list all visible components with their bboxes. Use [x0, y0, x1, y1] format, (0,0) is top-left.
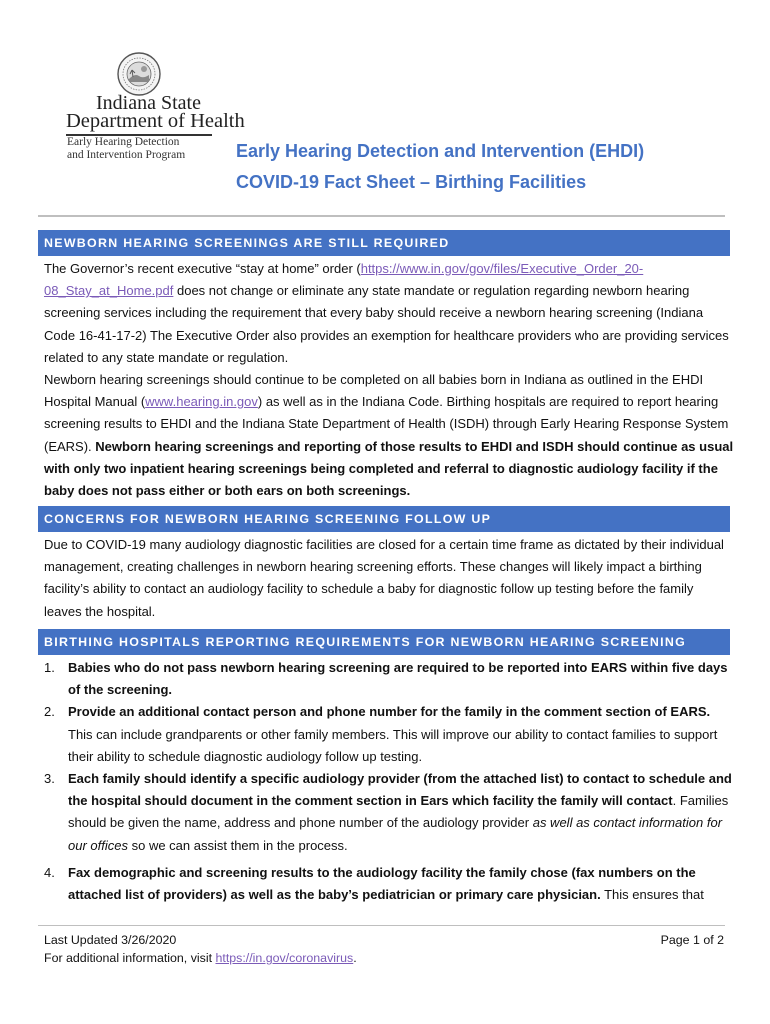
- footer-divider: [38, 925, 725, 926]
- text: ) as well as in the Indiana Code. Birthing hospitals are required to report hearing screening results to EHDI and the Indiana State Department of Health (ISDH) through Early Hearing Response System (EARS).: [44, 394, 729, 454]
- page-number: Page 1 of 2: [660, 933, 724, 947]
- list-number: 4.: [44, 864, 55, 880]
- footer-info: [44, 951, 357, 965]
- section-heading-reporting-requirements: BIRTHING HOSPITALS REPORTING REQUIREMENTS FOR NEWBORN HEARING SCREENING: [38, 629, 730, 655]
- coronavirus-link[interactable]: https://in.gov/coronavirus: [215, 951, 354, 965]
- logo-subtitle-2: and Intervention Program: [67, 149, 186, 161]
- bold-text: Each family should identify a specific audiology provider (from the attached list) to contact to schedule and the hospital should document in the comment section in Ears which facility the family will contact: [68, 771, 732, 809]
- list-item: [44, 862, 734, 906]
- page-subtitle: COVID-19 Fact Sheet – Birthing Facilities: [236, 172, 587, 192]
- text: The Governor’s recent executive “stay at home” order (: [44, 261, 361, 276]
- logo-subtitle-1: Early Hearing Detection: [67, 136, 180, 148]
- list-number: 1.: [44, 660, 55, 675]
- section-body-reporting-requirements: [44, 657, 734, 906]
- text: For additional information, visit: [44, 951, 216, 965]
- logo-line-1: Indiana State: [96, 92, 201, 114]
- text: . Families should be given the name, address and phone number of the audiology provider: [68, 793, 729, 831]
- list-number: 2.: [44, 704, 55, 720]
- bold-text: Provide an additional contact person and phone number for the family in the comment section of EARS.: [68, 704, 711, 720]
- requirements-list: [44, 657, 734, 906]
- list-item: [44, 657, 734, 701]
- section-heading-screenings-required: NEWBORN HEARING SCREENINGS ARE STILL REQUIRED: [38, 230, 730, 256]
- last-updated: Last Updated 3/26/2020: [44, 933, 177, 947]
- list-item: [44, 768, 734, 857]
- text: Newborn hearing screenings should continue to be completed on all babies born in Indiana as outlined in the EHDI Hospital Manual (: [44, 372, 704, 410]
- paragraph: [44, 258, 734, 369]
- bold-text: Newborn hearing screenings and reporting of those results to EHDI and ISDH should continue as usual with only two inpatient hearing screenings being completed and referral to diagnostic audiology facility if the baby does not pass either or both ears on both screenings.: [44, 438, 734, 499]
- page-title: Early Hearing Detection and Intervention (EHDI): [236, 141, 645, 161]
- executive-order-link[interactable]: https://www.in.gov/gov/files/Executive_Order_20-08_Stay_at_Home.pdf: [44, 261, 644, 299]
- text: .: [353, 951, 357, 965]
- indiana-state-seal-icon: [117, 52, 161, 96]
- paragraph: [44, 369, 734, 502]
- paragraph: Due to COVID-19 many audiology diagnostic facilities are closed for a certain time frame as dictated by their individual management, creating challenges in newborn hearing screening efforts. These changes will likely impact a birthing facility’s ability to contact an audiology facility to schedule a baby for diagnostic follow up testing before the family leaves the hospital.: [44, 537, 724, 619]
- list-item: [44, 701, 734, 768]
- bold-text: Babies who do not pass newborn hearing screening are required to be reported into EARS within five days of the screening.: [68, 660, 728, 698]
- text: so we can assist them in the process.: [127, 837, 348, 853]
- section-body-follow-up-concerns: [44, 534, 734, 623]
- section-heading-follow-up-concerns: CONCERNS FOR NEWBORN HEARING SCREENING FOLLOW UP: [38, 506, 730, 532]
- text: This can include grandparents or other family members. This will improve our ability to contact families to support their ability to schedule diagnostic audiology follow up testing.: [68, 726, 718, 764]
- section-body-screenings-required: [44, 258, 734, 502]
- logo-line-2: Department of Health: [66, 110, 245, 132]
- isdh-logo: [0, 46, 245, 171]
- header-divider: [38, 215, 725, 217]
- text: This ensures that: [600, 887, 704, 903]
- text: does not change or eliminate any state mandate or regulation regarding newborn hearing screening services including the requirement that every baby should receive a newborn hearing screening (Indiana Code 16-41-17-2) The Executive Order also provides an exemption for healthcare providers who are providing services related to any state mandate or regulation.: [44, 283, 729, 365]
- hearing-in-gov-link[interactable]: www.hearing.in.gov: [145, 394, 258, 410]
- italic-text: as well as contact information for our offices: [68, 815, 723, 853]
- list-number: 3.: [44, 771, 55, 787]
- bold-text: Fax demographic and screening results to the audiology facility the family chose (fax numbers on the attached list of providers) as well as the baby’s pediatrician or primary care physician.: [68, 864, 696, 903]
